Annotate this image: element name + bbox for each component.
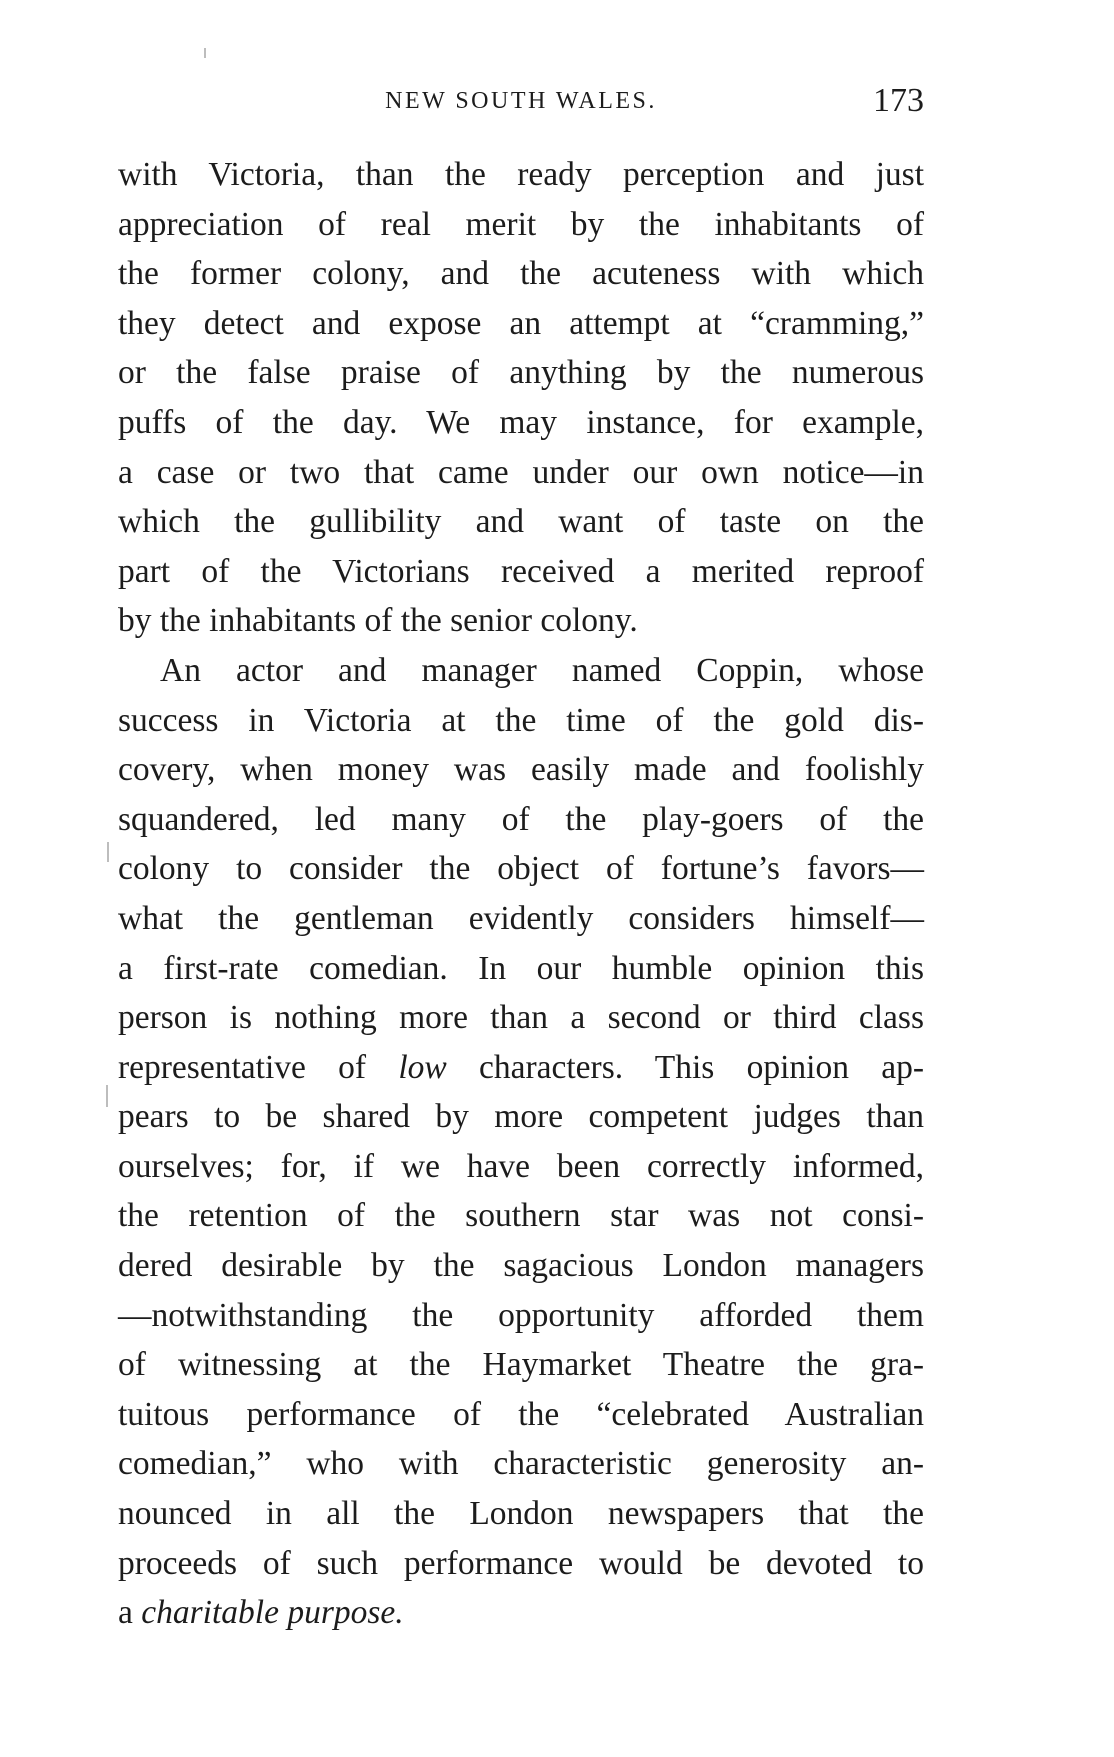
text-line: tuitous performance of the “celebrated Australian — [118, 1395, 924, 1433]
italic-phrase: charitable purpose. — [141, 1594, 404, 1632]
margin-mark — [107, 842, 109, 862]
text-line: pears to be shared by more competent judges than — [118, 1098, 924, 1136]
text-line: colony to consider the object of fortune’s favors— — [118, 850, 924, 888]
text-line — [118, 1043, 924, 1093]
text-line: a first-rate comedian. In our humble opinion this — [118, 949, 924, 987]
text-line: ourselves; for, if we have been correctly informed, — [118, 1147, 924, 1185]
text-line: An actor and manager named Coppin, whose — [160, 651, 924, 689]
text-line: person is nothing more than a second or third class — [118, 999, 924, 1037]
body-text — [118, 150, 924, 1638]
margin-mark — [106, 1085, 108, 1107]
text-line: puffs of the day. We may instance, for example, — [118, 403, 924, 441]
running-head — [118, 82, 924, 122]
text-line: what the gentleman evidently considers himself— — [118, 899, 924, 937]
text-line: the former colony, and the acuteness with which — [118, 255, 924, 293]
text-line: dered desirable by the sagacious London managers — [118, 1247, 924, 1285]
page-number: 173 — [873, 82, 924, 119]
text-line: —notwithstanding the opportunity afforded them — [118, 1296, 924, 1334]
text-line: success in Victoria at the time of the gold dis- — [118, 701, 924, 739]
text-line: the retention of the southern star was not consi- — [118, 1197, 924, 1235]
text-line: by the inhabitants of the senior colony. — [118, 602, 638, 640]
margin-mark — [204, 48, 206, 58]
text-line: appreciation of real merit by the inhabitants of — [118, 205, 924, 243]
text-line: comedian,” who with characteristic generosity an- — [118, 1445, 924, 1483]
text-line: nounced in all the London newspapers that the — [118, 1495, 924, 1533]
running-title: NEW SOUTH WALES. — [385, 88, 657, 114]
text-line: proceeds of such performance would be devoted to — [118, 1544, 924, 1582]
text-line: of witnessing at the Haymarket Theatre the gra- — [118, 1346, 924, 1384]
text-line: or the false praise of anything by the numerous — [118, 354, 924, 392]
italic-word: low — [398, 1048, 447, 1086]
text-line — [118, 1588, 924, 1638]
text-line: which the gullibility and want of taste on the — [118, 503, 924, 541]
text-line: a case or two that came under our own notice—in — [118, 453, 924, 491]
text-segment: representative of — [118, 1048, 367, 1086]
text-line: squandered, led many of the play-goers of the — [118, 800, 924, 838]
text-line: with Victoria, than the ready perception and just — [118, 156, 924, 193]
text-line: covery, when money was easily made and foolishly — [118, 751, 924, 789]
text-line: they detect and expose an attempt at “cramming,” — [118, 304, 924, 342]
text-segment: characters. This opinion ap- — [478, 1048, 924, 1086]
text-segment: a — [118, 1594, 133, 1632]
text-line: part of the Victorians received a merited reproof — [118, 552, 924, 590]
